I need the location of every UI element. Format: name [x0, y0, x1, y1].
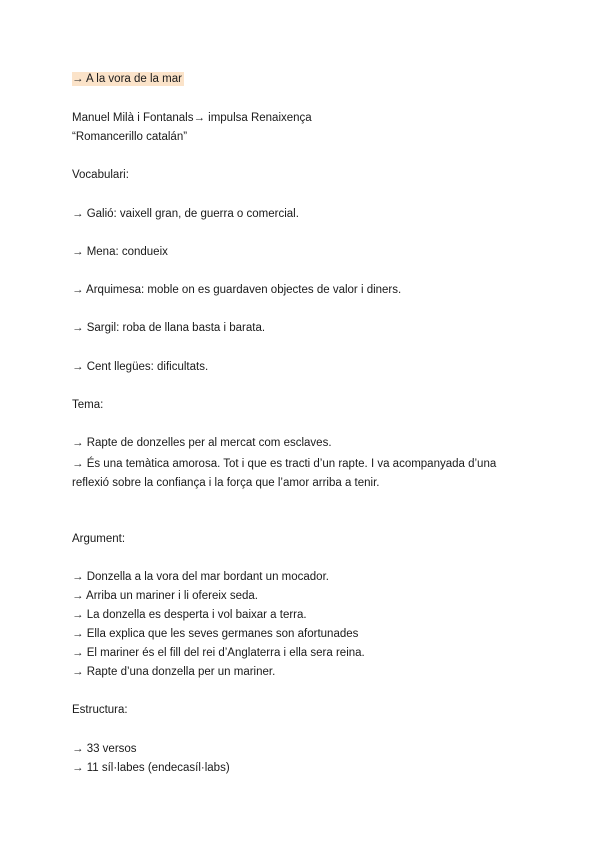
estructura-heading: Estructura: — [72, 704, 128, 716]
argument-item: → Rapte d’una donzella per un mariner. — [72, 666, 276, 678]
argument-heading: Argument: — [72, 533, 126, 545]
vocab-item: → Mena: condueix — [72, 246, 168, 258]
argument-item: → Arriba un mariner i li ofereix seda. — [72, 590, 258, 602]
tema-item: → Rapte de donzelles per al mercat com esclaves. — [72, 437, 332, 449]
vocab-item: → Cent llegües: dificultats. — [72, 361, 209, 373]
tema-item: → És una temàtica amorosa. Tot i que es tracti d’un rapte. I va acompanyada d’una reflexió sobre la confiança i la força que l’amor arriba a tenir. — [72, 458, 497, 489]
vocab-item: → Galió: vaixell gran, de guerra o comercial. — [72, 208, 299, 220]
tema-heading: Tema: — [72, 399, 104, 411]
argument-item: → Ella explica que les seves germanes son afortunades — [72, 628, 359, 640]
estructura-item: → 11 síl·labes (endecasíl·labs) — [72, 762, 230, 774]
argument-item: → El mariner és el fill del rei d’Anglaterra i ella sera reina. — [72, 647, 365, 659]
estructura-item: → 33 versos — [72, 743, 137, 755]
vocabulari-heading: Vocabulari: — [72, 169, 129, 181]
vocab-item: → Sargil: roba de llana basta i barata. — [72, 322, 266, 334]
title-highlight: → A la vora de la mar — [72, 73, 182, 85]
argument-item: → La donzella es desperta i vol baixar a terra. — [72, 609, 307, 621]
vocab-item: → Arquimesa: moble on es guardaven objectes de valor i diners. — [72, 284, 402, 296]
argument-item: → Donzella a la vora del mar bordant un mocador. — [72, 571, 329, 583]
document-title — [72, 72, 184, 86]
work-title-line: “Romancerillo catalán” — [72, 131, 188, 143]
author-line: Manuel Milà i Fontanals→ impulsa Renaixença — [72, 112, 312, 124]
